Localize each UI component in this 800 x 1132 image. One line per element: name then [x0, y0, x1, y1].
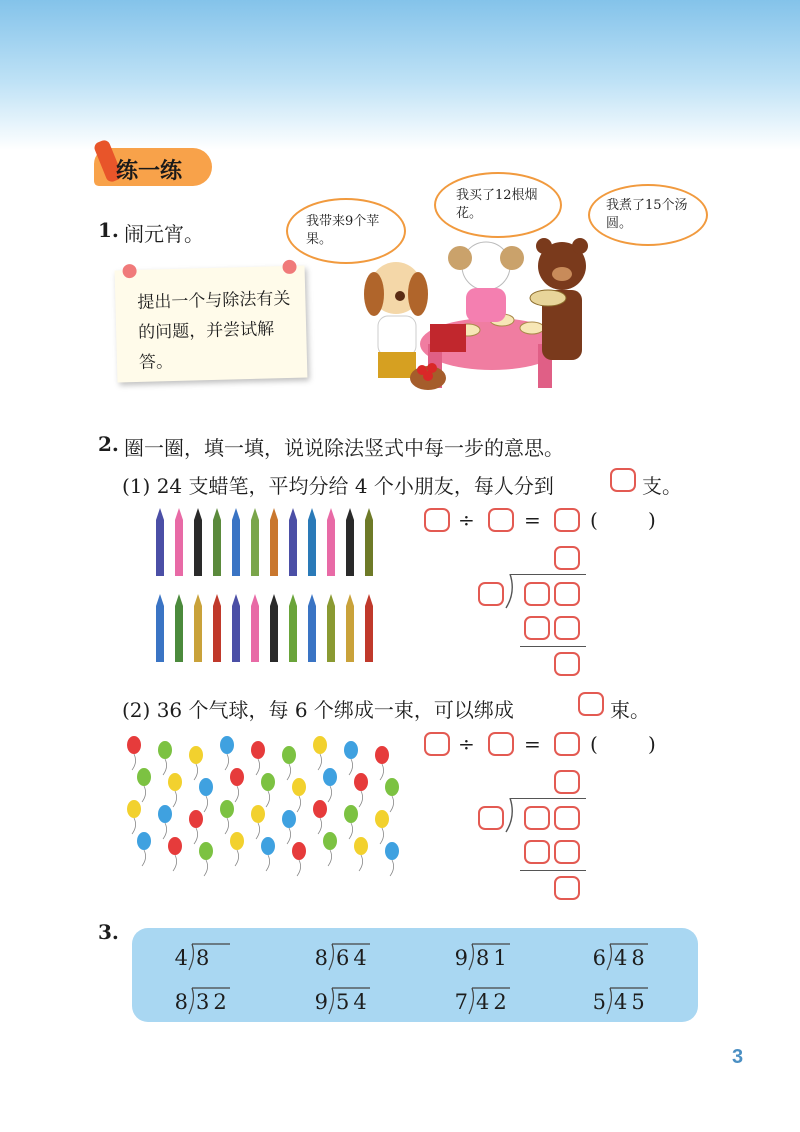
speech-bubble-bear — [588, 184, 708, 246]
balloon-icon — [127, 736, 141, 770]
answer-box[interactable] — [478, 582, 504, 606]
balloon-icon — [385, 842, 399, 876]
answer-box[interactable] — [554, 840, 580, 864]
bowl-icon — [520, 322, 544, 334]
divisor: 9 — [454, 946, 468, 970]
dividend: 48 — [614, 946, 649, 970]
crayon-icon — [308, 594, 316, 662]
speech-text: 我煮了15个汤圆。 — [606, 198, 688, 231]
question-1-title: 闹元宵。 — [124, 222, 204, 246]
balloon-icon — [292, 842, 306, 876]
dividend: 42 — [476, 990, 511, 1014]
answer-box[interactable] — [554, 508, 580, 532]
balloon-icon — [344, 741, 358, 775]
dividend: 32 — [196, 990, 231, 1014]
balloon-icon — [313, 800, 327, 834]
crayon-icon — [175, 508, 183, 576]
crayon-icon — [194, 508, 202, 576]
crayon-icon — [251, 508, 259, 576]
part-1-suffix: 支。 — [642, 474, 682, 498]
answer-box[interactable] — [524, 616, 550, 640]
long-division-bar — [510, 798, 586, 799]
answer-box[interactable] — [524, 806, 550, 830]
crayon-icon — [270, 508, 278, 576]
header-band — [0, 0, 800, 150]
dividend: 64 — [336, 946, 371, 970]
equals-sign: = — [524, 508, 541, 532]
answer-box[interactable] — [488, 732, 514, 756]
dividend: 81 — [476, 946, 511, 970]
task-note — [115, 266, 308, 383]
speech-text: 我买了12根烟花。 — [456, 188, 538, 221]
crayon-icon — [327, 508, 335, 576]
answer-box[interactable] — [424, 508, 450, 532]
answer-box[interactable] — [524, 840, 550, 864]
balloon-icon — [354, 837, 368, 871]
crayon-icon — [327, 594, 335, 662]
bowl-icon — [530, 290, 566, 306]
answer-box[interactable] — [554, 732, 580, 756]
paren-open: ( — [590, 508, 598, 532]
crayon-icon — [194, 594, 202, 662]
question-2-title: 圈一圈，填一填，说说除法竖式中每一步的意思。 — [124, 436, 564, 460]
balloon-icon — [375, 810, 389, 844]
balloon-icon — [137, 832, 151, 866]
answer-box[interactable] — [554, 546, 580, 570]
answer-box[interactable] — [424, 732, 450, 756]
balloon-icon — [168, 837, 182, 871]
answer-box[interactable] — [554, 876, 580, 900]
subtraction-line — [520, 870, 586, 871]
balloon-icon — [251, 805, 265, 839]
balloon-icon — [282, 810, 296, 844]
division-bracket — [504, 574, 516, 610]
task-note-text: 提出一个与除法有关的问题，并尝试解答。 — [137, 288, 291, 373]
paren-open: ( — [590, 732, 598, 756]
answer-box[interactable] — [610, 468, 636, 492]
answer-box[interactable] — [554, 616, 580, 640]
balloon-icon — [313, 736, 327, 770]
gift-box-icon — [430, 324, 466, 352]
pin-icon — [282, 260, 296, 274]
answer-box[interactable] — [554, 806, 580, 830]
paren-close: ) — [648, 508, 656, 532]
answer-box[interactable] — [478, 806, 504, 830]
section-tag — [94, 140, 212, 188]
balloon-icon — [199, 778, 213, 812]
question-3-number: 3. — [98, 920, 119, 944]
balloon-icon — [323, 768, 337, 802]
balloon-icon — [354, 773, 368, 807]
festival-illustration — [352, 232, 592, 400]
long-division-bar — [510, 574, 586, 575]
balloon-icon — [261, 773, 275, 807]
equals-sign: = — [524, 732, 541, 756]
crayon-icon — [289, 594, 297, 662]
question-1-number: 1. — [98, 218, 119, 242]
section-title: 练一练 — [116, 158, 183, 184]
balloon-icon — [292, 778, 306, 812]
balloon-icon — [261, 837, 275, 871]
crayon-icon — [213, 594, 221, 662]
part-2-prefix: (2) 36 个气球，每 6 个绑成一束，可以绑成 — [122, 698, 514, 722]
balloon-icon — [385, 778, 399, 812]
answer-box[interactable] — [554, 652, 580, 676]
balloon-icon — [168, 773, 182, 807]
balloon-icon — [137, 768, 151, 802]
answer-box[interactable] — [554, 582, 580, 606]
balloon-icon — [199, 842, 213, 876]
answer-box[interactable] — [488, 508, 514, 532]
divisor: 7 — [454, 990, 468, 1014]
answer-box[interactable] — [554, 770, 580, 794]
crayon-icon — [232, 594, 240, 662]
speech-bubble-sheep — [434, 172, 562, 238]
crayon-icon — [270, 594, 278, 662]
dividend: 54 — [336, 990, 371, 1014]
balloon-icon — [230, 768, 244, 802]
crayons-illustration — [150, 508, 390, 664]
sheep-icon — [462, 242, 510, 290]
crayon-icon — [251, 594, 259, 662]
division-bracket — [504, 798, 516, 834]
pin-icon — [122, 264, 136, 278]
paren-close: ) — [648, 732, 656, 756]
balloon-icon — [189, 746, 203, 780]
dividend: 45 — [614, 990, 649, 1014]
balloons-illustration — [120, 736, 410, 886]
part-2-suffix: 束。 — [610, 698, 650, 722]
divisor: 4 — [174, 946, 188, 970]
balloon-icon — [220, 736, 234, 770]
balloon-icon — [158, 805, 172, 839]
divisor: 8 — [174, 990, 188, 1014]
subtraction-line — [520, 646, 586, 647]
crayon-icon — [289, 508, 297, 576]
crayon-icon — [365, 594, 373, 662]
divisor: 9 — [314, 990, 328, 1014]
dividend: 8 — [196, 946, 214, 970]
answer-box[interactable] — [578, 692, 604, 716]
division-sign: ÷ — [458, 508, 475, 532]
crayon-icon — [232, 508, 240, 576]
balloon-icon — [220, 800, 234, 834]
balloon-icon — [230, 832, 244, 866]
speech-text: 我带来9个苹果。 — [306, 214, 380, 247]
page-number: 3 — [732, 1046, 744, 1068]
balloon-icon — [251, 741, 265, 775]
crayon-icon — [175, 594, 183, 662]
answer-box[interactable] — [524, 582, 550, 606]
balloon-icon — [282, 746, 296, 780]
balloon-icon — [323, 832, 337, 866]
crayon-icon — [346, 594, 354, 662]
question-2-number: 2. — [98, 432, 119, 456]
division-sign: ÷ — [458, 732, 475, 756]
crayon-icon — [365, 508, 373, 576]
crayon-icon — [156, 594, 164, 662]
balloon-icon — [158, 741, 172, 775]
divisor: 8 — [314, 946, 328, 970]
balloon-icon — [344, 805, 358, 839]
crayon-icon — [156, 508, 164, 576]
crayon-icon — [308, 508, 316, 576]
crayon-icon — [213, 508, 221, 576]
divisor: 5 — [592, 990, 606, 1014]
balloon-icon — [127, 800, 141, 834]
part-1-prefix: (1) 24 支蜡笔，平均分给 4 个小朋友，每人分到 — [122, 474, 554, 498]
divisor: 6 — [592, 946, 606, 970]
crayon-icon — [346, 508, 354, 576]
balloon-icon — [189, 810, 203, 844]
balloon-icon — [375, 746, 389, 780]
